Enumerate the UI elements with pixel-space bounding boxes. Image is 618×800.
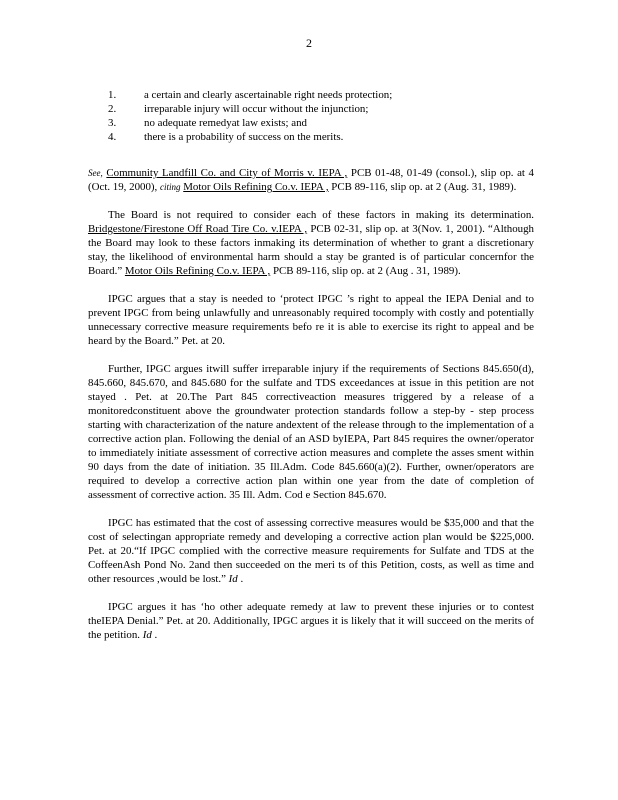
citing-signal: citing (160, 182, 181, 192)
case-citation: Motor Oils Refining Co.v. IEPA , (183, 181, 329, 193)
page-number: 2 (306, 36, 312, 50)
list-text: there is a probability of success on the merits. (144, 131, 344, 143)
list-item (88, 88, 534, 102)
citation-text: PCB 01-48, 01-49 (consol.), slip op. at 4 (Oct. 19, 2000), (88, 167, 534, 193)
board-paragraph (88, 208, 534, 278)
list-item (88, 130, 534, 144)
body-text (88, 88, 534, 656)
paragraph-text: PCB 89-116, slip op. at 2 (Aug . 31, 1989). (270, 265, 461, 277)
paragraph-end: . (151, 629, 158, 641)
case-citation: Community Landfill Co. and City of Morris v. IEPA , (106, 167, 348, 179)
citation-text: PCB 89-116, slip op. at 2 (Aug. 31, 1989). (328, 181, 517, 193)
list-text: no adequate remedyat law exists; and (144, 117, 307, 129)
list-text: irreparable injury will occur without the injunction; (144, 103, 369, 115)
case-citation: Motor Oils Refining Co.v. IEPA , (124, 265, 271, 277)
factor-list (88, 88, 534, 144)
list-number: 2. (108, 103, 117, 115)
list-item (88, 102, 534, 116)
paragraph-text: PCB 02-31, slip op. at 3(Nov. 1, 2001). “Although the Board may look to these factors inmaking its determination of whether to grant a discretionary stay, the likelihood of environmental harm should a stay be granted is of particular concernfor the Board.” (88, 223, 534, 277)
adequate-remedy-paragraph (88, 600, 534, 642)
stay-argument-paragraph: IPGC argues that a stay is needed to ‘protect IPGC ’s right to appeal the IEPA Denial and to prevent IPGC from being unlawfully and unreasonably required tocomply with costly and potentially unnecessary corrective measure requirements befo re it is able to exercise its right to appeal and be heard by the Board.” Pet. at 20. (88, 293, 534, 347)
see-signal: See, (88, 168, 103, 178)
cost-estimate-paragraph (88, 516, 534, 586)
irreparable-injury-paragraph: Further, IPGC argues itwill suffer irreparable injury if the requirements of Sections 845.650(d), 845.660, 845.670, and 845.680 for the sulfate and TDS exceedances at issue in this petition are not stayed . Pet. at 20.The Part 845 correctiveaction measures triggered by a release of a monitoredconstituent above the groundwater protection standards follow a step-by - step process starting with characterization of the nature andextent of the release through to the implementation of a corrective action plan. Following the denial of an ASD byIEPA, Part 845 requires the owner/operator to immediately initiate assessment of corrective action measures and complete the asses sment within 90 days from the date of initiation. 35 Ill.Adm. Code 845.660(a)(2). Further, owner/operators are required to develop a corrective action plan within one year from the date of completion of assessment of corrective action. 35 Ill. Adm. Cod e Section 845.670. (88, 363, 534, 501)
paragraph-text: IPGC argues it has ‘ho other adequate remedy at law to prevent these injuries or to contest theIEPA Denial.” Pet. at 20. Additionally, IPGC argues it is likely that it will succeed on the merits of the petition. (88, 601, 534, 641)
list-number: 4. (108, 131, 117, 143)
paragraph-text: IPGC has estimated that the cost of assessing corrective measures would be $35,000 and that the cost of selectingan appropriate remedy and developing a corrective action plan would be $225,000. Pet. at 20.“If IPGC complied with the corrective measure requirements for Sulfate and TDS at the CoffeenAsh Pond No. 2and then succeeded on the meri ts of this Petition, costs, as well as time and other resources ,would be lost.” (88, 517, 534, 585)
list-number: 1. (108, 89, 117, 101)
list-text: a certain and clearly ascertainable right needs protection; (144, 89, 393, 101)
id-citation: Id (142, 629, 152, 641)
case-citation: Bridgestone/Firestone Off Road Tire Co. v.IEPA , (88, 223, 308, 235)
list-item (88, 116, 534, 130)
paragraph-end: . (237, 573, 244, 585)
list-number: 3. (108, 117, 117, 129)
paragraph-text: The Board is not required to consider each of these factors in making its determination. (108, 209, 534, 221)
citation-paragraph (88, 166, 534, 194)
id-citation: Id (228, 573, 238, 585)
